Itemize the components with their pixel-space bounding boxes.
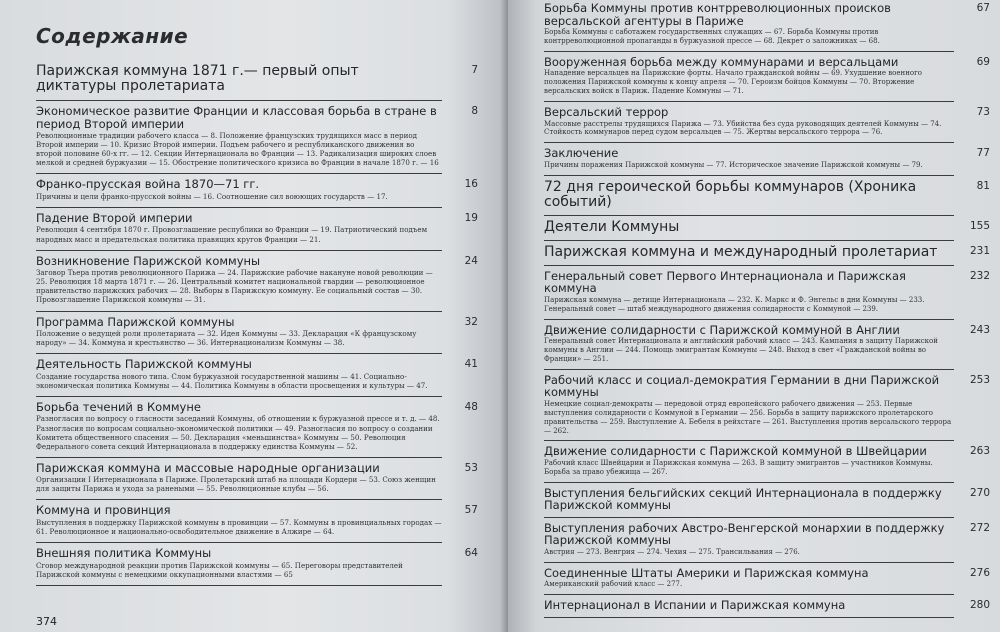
toc-page-number: 24	[464, 254, 478, 267]
toc-entry	[544, 245, 994, 260]
toc-entry	[544, 324, 994, 364]
toc-page-number: 263	[969, 445, 990, 458]
toc-page-number: 155	[969, 219, 990, 232]
divider	[36, 173, 442, 174]
toc-subtopics: Заговор Тьера против революционного Парижа — 24. Парижские рабочие накануне новой революции — 25. Революция 18 марта 1871 г. — 26. Центральный комитет национальной гвардии — революционное правительство парижских рабочих — 28. Выборы в Парижскую коммуну. Ее социальный состав — 30. Провозглашение Парижской коммуны — 31.	[36, 268, 433, 305]
toc-page-number: 16	[464, 178, 478, 191]
toc-list-right	[544, 2, 994, 618]
toc-heading: Деятели Коммуны	[544, 218, 680, 235]
toc-subtopics: Сговор международной реакции против Парижской коммуны — 65. Переговоры представителей Парижской коммуны с немецкими оккупационными властями — 65	[36, 560, 403, 579]
toc-entry	[36, 547, 482, 579]
toc-list-left	[36, 64, 482, 586]
divider	[36, 542, 442, 543]
toc-entry	[36, 504, 482, 536]
toc-entry	[544, 56, 994, 96]
toc-page-number: 41	[464, 358, 478, 371]
toc-heading: Выступления рабочих Австро-Венгерской монархии в поддержку Парижской коммуны	[544, 520, 945, 548]
toc-page-number: 32	[464, 315, 478, 328]
toc-entry	[36, 358, 482, 390]
divider	[36, 100, 442, 101]
toc-heading: Парижская коммуна и международный пролетариат	[544, 243, 938, 260]
divider	[544, 215, 954, 216]
toc-subtopics: Американский рабочий класс — 277.	[544, 580, 683, 589]
toc-page-number: 280	[969, 599, 990, 612]
divider	[36, 585, 442, 586]
toc-entry	[36, 401, 482, 451]
toc-page-number: 270	[969, 486, 990, 499]
toc-entry	[544, 567, 994, 589]
toc-page-number: 8	[471, 105, 478, 117]
toc-page-number: 69	[976, 55, 990, 68]
toc-entry	[36, 462, 482, 494]
toc-heading: Рабочий класс и социал-демократия Германии в дни Парижской коммуны	[544, 372, 940, 400]
divider	[36, 396, 442, 397]
toc-page-number: 232	[969, 269, 990, 282]
divider	[544, 562, 954, 563]
toc-subtopics: Революционные традиции рабочего класса — 8. Положение французских трудящихся масс в период Второй империи — 10. Кризис Второй империи. Подъем рабочего и республиканского движения во второй половине 60-х гг. — 12. Секции Интернационала во Франции — 13. Радикализация широких слоев мелкой и средней буржуазии — 15. Обострение политического кризиса во Франции в начале 1870 г. — 16	[36, 131, 439, 168]
toc-heading: Внешняя политика Коммуны	[36, 546, 212, 561]
toc-heading: Парижская коммуна и массовые народные организации	[36, 460, 380, 475]
divider	[544, 369, 954, 370]
toc-page-number: 48	[464, 400, 478, 413]
toc-heading: Борьба Коммуны против контрреволюционных происков версальской агентуры в Париже	[544, 1, 891, 28]
toc-subtopics: Причины и цели франко-прусской войны — 16. Соотношение сил воюющих государств — 17.	[36, 191, 388, 201]
toc-page-number: 73	[976, 106, 990, 119]
divider	[544, 482, 954, 483]
toc-heading: Парижская коммуна 1871 г.— первый опыт диктатуры пролетариата	[36, 63, 359, 94]
divider	[36, 207, 442, 208]
divider	[544, 265, 954, 266]
toc-page-number: 276	[969, 566, 990, 579]
divider	[544, 142, 954, 143]
toc-page-number: 7	[471, 64, 478, 76]
toc-heading: Движение солидарности с Парижской коммуной в Англии	[544, 322, 900, 337]
toc-heading: Борьба течений в Коммуне	[36, 399, 201, 414]
toc-heading: Возникновение Парижской коммуны	[36, 253, 261, 268]
toc-page-number: 53	[464, 461, 478, 474]
toc-heading: 72 дня героической борьбы коммунаров (Хроника событий)	[544, 178, 917, 210]
toc-subtopics: Массовые расстрелы трудящихся Парижа — 73. Убийства без суда руководящих деятелей Коммуны — 74. Стойкость коммунаров перед судом версальцев — 75. Жертвы версальского террора — 76.	[544, 119, 942, 137]
toc-heading: Версальский террор	[544, 105, 669, 120]
toc-entry	[544, 2, 994, 46]
toc-heading: Генеральный совет Первого Интернационала и Парижская коммуна	[544, 268, 906, 296]
toc-heading: Интернационал в Испании и Парижская коммуна	[544, 598, 846, 613]
divider	[544, 319, 954, 320]
divider	[544, 101, 954, 102]
divider	[544, 175, 954, 176]
toc-entry	[544, 106, 994, 137]
toc-subtopics: Положение о ведущей роли пролетариата — 32. Идея Коммуны — 33. Декларация «К французскому народу» — 34. Коммуна и крестьянство — 36. Интернационализм Коммуны — 38.	[36, 329, 417, 348]
toc-page-number: 64	[464, 547, 478, 560]
toc-entry	[544, 220, 994, 235]
toc-heading: Соединенные Штаты Америки и Парижская коммуна	[544, 565, 869, 580]
toc-page-number: 243	[969, 323, 990, 336]
toc-entry	[544, 270, 994, 314]
toc-subtopics: Организации I Интернационала в Париже. Пролетарский штаб на площади Кордери — 53. Союз женщин для защиты Парижа и ухода за ранеными — 55. Революционные клубы — 56.	[36, 475, 436, 494]
toc-entry	[544, 599, 994, 612]
toc-page-number: 231	[969, 244, 990, 257]
toc-entry	[544, 147, 994, 169]
toc-entry	[544, 180, 994, 210]
divider	[544, 240, 954, 241]
toc-heading: Заключение	[544, 146, 619, 161]
toc-subtopics: Борьба Коммуны с саботажем государственных служащих — 67. Борьба Коммуны против контрреволюционной пропаганды в буржуазной прессе — 68. Декрет о заложниках — 68.	[544, 28, 880, 45]
divider	[36, 353, 442, 354]
divider	[36, 250, 442, 251]
toc-heading: Программа Парижской коммуны	[36, 314, 235, 329]
toc-heading: Экономическое развитие Франции и классовая борьба в стране в период Второй империи	[36, 104, 437, 131]
toc-subtopics: Выступления в поддержку Парижской коммуны в провинции — 57. Коммуны в провинциальных городах — 61. Революционное и национально-освободительное движение в Алжире — 64.	[36, 517, 442, 537]
divider	[36, 311, 442, 312]
toc-subtopics: Генеральный совет Интернационала и английский рабочий класс — 243. Кампания в защиту Парижской коммуны в Англии — 244. Помощь эмигрантам Коммуны — 248. Выход в свет «Гражданской войны во Франции» — 251.	[544, 337, 938, 363]
toc-heading: Выступления бельгийских секций Интернационала в поддержку Парижской коммуны	[544, 485, 942, 513]
divider	[544, 617, 954, 618]
toc-heading: Падение Второй империи	[36, 210, 193, 225]
toc-entry	[36, 178, 482, 201]
toc-entry	[36, 64, 482, 94]
toc-heading: Коммуна и провинция	[36, 503, 171, 518]
toc-subtopics: Австрия — 273. Венгрия — 274. Чехия — 275. Трансильвания — 276.	[544, 547, 800, 556]
toc-page-number: 19	[464, 211, 478, 224]
divider	[544, 51, 954, 52]
right-page	[508, 0, 1000, 632]
toc-page-number: 77	[976, 147, 990, 160]
divider	[36, 499, 442, 500]
toc-subtopics: Разногласия по вопросу о гласности заседаний Коммуны, об отношении к буржуазной прессе и т. д. — 48. Разногласия по вопросам социально-экономической политики — 49. Разногласия по вопросу о создании Комитета общественного спасения — 50. Декларация «меньшинства» Коммуны — 50. Революция Федерального совета секций Интернационала в поддержку единства Коммуны — 52.	[36, 414, 440, 451]
toc-entry	[544, 522, 994, 557]
page-title: Содержание	[36, 24, 189, 48]
divider	[544, 594, 954, 595]
toc-subtopics: Парижская коммуна — детище Интернационала — 232. К. Маркс и Ф. Энгельс в дни Коммуны — 233. Генеральный совет — штаб международного движения солидарности с Коммуной — 239.	[544, 295, 925, 313]
toc-entry	[36, 212, 482, 244]
toc-heading: Франко-прусская война 1870—71 гг.	[36, 177, 260, 192]
page-number: 374	[36, 615, 57, 628]
toc-entry	[36, 105, 482, 167]
toc-page-number: 272	[969, 521, 990, 534]
divider	[36, 457, 442, 458]
toc-heading: Деятельность Парижской коммуны	[36, 357, 252, 372]
toc-subtopics: Создание государства нового типа. Слом буржуазной государственной машины — 41. Социально-экономическая политика Коммуны — 44. Политика Коммуны в области просвещения и культуры — 47.	[36, 371, 428, 390]
toc-entry	[544, 487, 994, 512]
toc-page-number: 67	[976, 2, 990, 14]
toc-entry	[36, 316, 482, 348]
toc-heading: Движение солидарности с Парижской коммуной в Швейцарии	[544, 444, 927, 459]
toc-subtopics: Революция 4 сентября 1870 г. Провозглашение республики во Франции — 19. Патриотический подъем народных масс и предательская политика правящих кругов Франции — 21.	[36, 225, 428, 244]
toc-page-number: 57	[464, 504, 478, 517]
divider	[544, 440, 954, 441]
toc-subtopics: Немецкие социал-демократы — передовой отряд европейского рабочего движения — 253. Первые выступления солидарности с Коммуной в Германии — 256. Борьба в защиту парижского пролетарского правительства — 259. Выступление А. Бебеля в рейхстаге — 261. Выступления против версальского террора — 262.	[544, 399, 952, 435]
toc-entry	[544, 374, 994, 436]
toc-entry	[544, 445, 994, 476]
toc-heading: Вооруженная борьба между коммунарами и версальцами	[544, 54, 899, 69]
toc-subtopics: Рабочий класс Швейцарии и Парижская коммуна — 263. В защиту эмигрантов — участников Коммуны. Борьба за право убежища — 267.	[544, 458, 933, 476]
toc-entry	[36, 255, 482, 305]
toc-page-number: 81	[976, 179, 990, 192]
toc-subtopics: Причины поражения Парижской коммуны — 77. Историческое значение Парижской коммуны — 79.	[544, 160, 923, 169]
toc-subtopics: Нападение версальцев на Парижские форты. Начало гражданской войны — 69. Ухудшение военного положения Парижской коммуны к концу апреля — 70. Героизм бойцов Коммуны — 70. Вторжение версальских войск в Париж. Падение Коммуны — 71.	[544, 69, 922, 96]
toc-page-number: 253	[969, 373, 990, 386]
divider	[544, 517, 954, 518]
